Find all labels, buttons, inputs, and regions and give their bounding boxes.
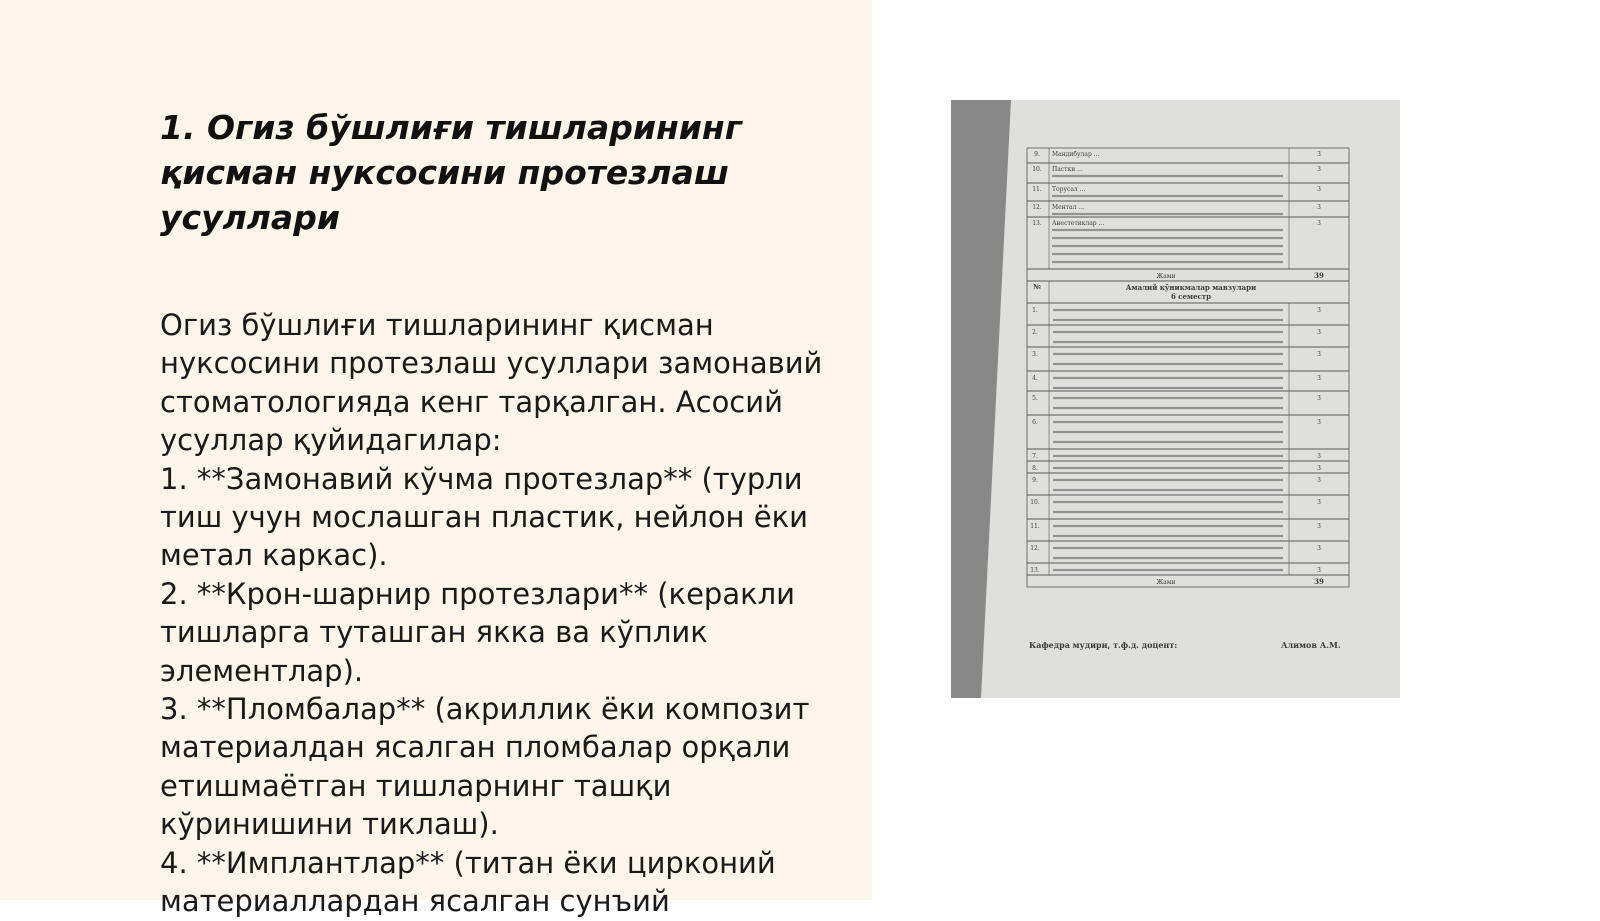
slide-body-text: Огиз бўшлиғи тишларининг қисман нуксосини протезлаш усуллари замонавий стоматологияда кенг тарқалган. Асосий усуллар қуйидагилар: 1. **Замонавий кўчма протезлар** (турли тиш учун мослашган пластик, нейлон ёки метал каркас). 2. **Крон-шарнир протезлари** (керакли тишларга туташган якка ва кўплик элементлар). 3. **Пломбалар** (акриллик ёки композит материалдан ясалган пломбалар орқали етишмаётган тишларнинг ташқи кўринишини тиклаш). 4. **Имплантлар** (титан ёки цирконий материаллардан ясалган сунъий <box>160 308 823 919</box>
document-footer-right: Алимов А.М. <box>1281 640 1341 650</box>
document-photo <box>951 100 1400 698</box>
photo-shading <box>951 100 1400 698</box>
slide-title: 1. Огиз бўшлиғи тишларининг қисман нуксосини протезлаш усуллари <box>160 108 742 237</box>
document-table <box>951 100 1400 698</box>
document-photo-drawing <box>951 100 1400 698</box>
document-footer-left: Кафедра мудири, т.ф.д. доцент: <box>1029 640 1178 650</box>
